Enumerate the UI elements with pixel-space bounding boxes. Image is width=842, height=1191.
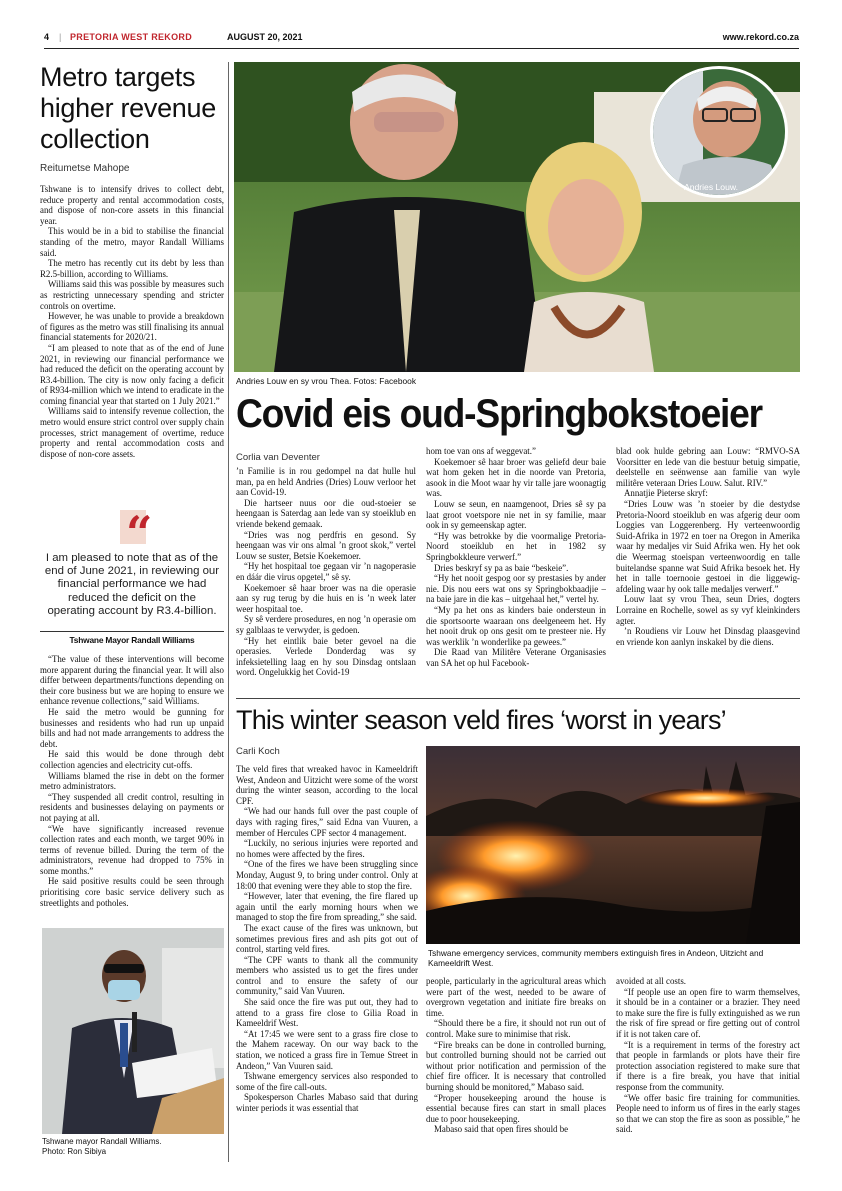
paragraph: “Proper housekeeping around the house is essential because fires can start in small places due to poor housekeeping.: [426, 1092, 606, 1124]
paragraph: Louw se seun, en naamgenoot, Dries sê sy pa laat groot voetspore nie net in sy familie, maar ook in sy gemeenskap agter.: [426, 498, 606, 531]
publication-name: PRETORIA WEST REKORD: [70, 32, 193, 42]
paragraph: “If people use an open fire to warm themselves, it should be in a container or a brazier. They need to make sure the fire is fully extinguished as we run the risk of fire spread or fire getting out of control if it is not taken care of.: [616, 986, 800, 1039]
paragraph: Tshwane is to intensify drives to collect debt, reduce property and rental accommodation costs, and dispose of non-core assets in this financial year.: [40, 184, 224, 226]
paragraph: Williams said this was possible by measures such as restricting unnecessary spending and stricter controls on overtime.: [40, 279, 224, 311]
metro-headline: Metro targets higher revenue collection: [40, 62, 216, 154]
paragraph: Die Raad van Militêre Veterane Organisasies van SA het op hul Facebook-: [426, 647, 606, 668]
mayor-photo: [42, 928, 224, 1134]
paragraph: Williams said to intensify revenue collection, the metro would ensure strict control over supply chain processes, strict management of overtime, reduce property and rental accommodation costs and dispose of non-core assets.: [40, 406, 224, 459]
inset-andries-photo: [650, 66, 788, 198]
covid-col-2: [426, 446, 606, 692]
paragraph: Sy sê verdere prosedures, en nog ’n operasie om sy galblaas te verwyder, is gedoen.: [236, 614, 416, 635]
website-link[interactable]: www.rekord.co.za: [722, 32, 799, 42]
pull-quote-block: [40, 508, 224, 646]
paragraph: Koekemoer sê haar broer was geliefd deur baie wat hom geken het in die noorde van Pretoria, asook in die Moot waar hy vir talle jare woonagtig was.: [426, 456, 606, 499]
paragraph: Louw laat sy vrou Thea, seun Dries, dogters Lorraine en Rochelle, sowel as sy vyf kleinkinders agter.: [616, 594, 800, 626]
pull-quote-text: I am pleased to note that as of the end of June 2021, in reviewing our financial performance we had reduced the deficit on the operating account by R3.4-billion.: [44, 552, 220, 617]
paragraph: “Hy het eintlik baie beter gevoel na die operasies. Verlede Donderdag was sy infeksietelling laag en hy sou Dinsdag ontslaan word. Ongelukkig het Covid-19: [236, 635, 416, 678]
paragraph: “Hy het nooit gespog oor sy prestasies by ander nie. Dis nou eers wat ons sy Springbokbaadjie – na baie jare in die kas – uitgehaal het,” vertel hy.: [426, 573, 606, 605]
fire-headline: This winter season veld fires ‘worst in years’: [236, 705, 726, 735]
paragraph: The veld fires that wreaked havoc in Kameeldrift West, Andeon and Uitzicht were some of the worst during the winter season, according to the local CPF.: [236, 764, 418, 806]
inset-andries-illustration: [653, 69, 788, 198]
issue-date: AUGUST 20, 2021: [227, 32, 303, 42]
inset-caption: Andries Louw.: [684, 182, 738, 192]
covid-col-1: [236, 466, 416, 692]
paragraph: He said this would be done through debt collection agencies and electricity cut-offs.: [40, 749, 224, 770]
metro-body-2: [40, 654, 224, 920]
paragraph: This would be in a bid to stabilise the financial standing of the metro, mayor Randall Williams said.: [40, 226, 224, 258]
paragraph: Tshwane emergency services also responded to some of the fire call-outs.: [236, 1071, 418, 1092]
paragraph: “My pa het ons as kinders baie ondersteun in die sportsoorte waaraan ons deelgeneem het. Hy het nooit druk op ons gesit om te presteer nie. Hy was werklik ’n wonderlike pa gewees.”: [426, 604, 606, 647]
veld-fire-photo: [426, 746, 800, 944]
mayor-photo-credit: Photo: Ron Sibiya: [42, 1147, 107, 1156]
paragraph: hom toe van ons af weggevat.”: [426, 446, 536, 456]
louw-photo-caption: Andries Louw en sy vrou Thea. Fotos: Facebook: [236, 376, 417, 386]
mayor-caption-text: Tshwane mayor Randall Williams.: [42, 1137, 162, 1146]
story-divider: [236, 698, 800, 699]
paragraph: “It is a requirement in terms of the forestry act that people in farmlands or plots have their fire protection association registered to make sure that if there is a fire break, you have that initial response from the community.: [616, 1039, 800, 1092]
metro-story: [40, 62, 224, 174]
page-header: [44, 28, 799, 46]
mayor-illustration: [42, 928, 224, 1134]
paragraph: Spokesperson Charles Mabaso said that during winter periods it was essential that: [236, 1092, 418, 1113]
paragraph: “We have significantly increased revenue collection rates and each month, we target 90% in terms of revenue billed. During the term of the administrators, revenue had dropped to 75% in some months.”: [40, 823, 224, 876]
fire-byline: Carli Koch: [236, 746, 280, 757]
paragraph: “At 17:45 we were sent to a grass fire close to the Mahem raceway. On our way back to the station, we noticed a grass fire in Temue Street in Andeon,” Van Vuuren said.: [236, 1028, 418, 1071]
paragraph: “They suspended all credit control, resulting in residents and businesses delaying on payments or not paying at all.: [40, 791, 224, 823]
mayor-photo-caption: [42, 1137, 226, 1157]
paragraph: Annatjie Pieterse skryf:: [624, 488, 708, 499]
paragraph: He said positive results could be seen through prioritising core basic service delivery such as streetlights and potholes.: [40, 876, 224, 908]
paragraph: “Luckily, no serious injuries were reported and no homes were affected by the fires.: [236, 838, 418, 859]
header-rule: [44, 48, 799, 49]
paragraph: The exact cause of the fires was unknown, but sometimes previous fires and ash pits got out of control, starting veld fires.: [236, 922, 418, 955]
page-number: 4: [44, 32, 50, 42]
paragraph: Dries beskryf sy pa as baie “beskeie”.: [434, 562, 569, 573]
paragraph: Williams blamed the rise in debt on the former metro administrators.: [40, 770, 224, 792]
paragraph: Koekemoer sê haar broer was na die operasie aan sy rug terug by die huis en is ’n week later weer hospitaal toe.: [236, 582, 416, 614]
paragraph: “One of the fires we have been struggling since Monday, August 9, to bring under control. Only at 18:00 that evening were they able to stop the fire.: [236, 859, 418, 891]
paragraph: Mabaso said that open fires should be: [434, 1124, 569, 1135]
paragraph: ’n Roudiens vir Louw het Dinsdag plaasgevind en vriende kon aanlyn inskakel by die diens.: [616, 626, 800, 647]
paragraph: “Fire breaks can be done in controlled burning, but controlled burning should not be carried out without prior notification and permission of the chief fire officer. It is necessary that controlled burning should be monitored,” Mabaso said.: [426, 1039, 606, 1092]
quote-rule: [40, 631, 224, 632]
paragraph: She said once the fire was put out, they had to attend to a grass fire close to Gilia Road in Kameeldrif West.: [236, 997, 418, 1029]
metro-byline: Reitumetse Mahope: [40, 163, 130, 174]
quote-mark: “: [126, 506, 153, 560]
metro-body-1: [40, 184, 224, 502]
fire-col-2: [426, 976, 606, 1156]
covid-col-3: [616, 446, 800, 692]
paragraph: people, particularly in the agricultural areas which were part of the west, needed to be aware of overgrown vegetation and initiate fire breaks on time.: [426, 976, 606, 1018]
paragraph: “We had our hands full over the past couple of days with raging fires,” said Edna van Vuuren, a member of Hercules CPF sector 4 management.: [236, 806, 418, 838]
paragraph: “We offer basic fire training for communities. People need to inform us of fires in the early stages so that we can stop the fire as soon as possible,” he said.: [616, 1092, 800, 1135]
paragraph: He said the metro would be gunning for businesses and residents who had run up unpaid bills and had not made arrangements to address the debt.: [40, 706, 224, 749]
fire-photo-caption: Tshwane emergency services, community members extinguish fires in Andeon, Uitzicht and Kameeldrift West.: [428, 948, 764, 968]
paragraph: “Should there be a fire, it should not run out of control. Make sure to minimise that risk.: [426, 1018, 606, 1039]
veld-fire-illustration: [426, 746, 800, 944]
paragraph: However, he was unable to provide a breakdown of figures as the metro was still finalising its annual financial statements for 2020/21.: [40, 311, 224, 343]
paragraph: “I am pleased to note that as of the end of June 2021, in reviewing our financial performance we had reduced the deficit on the operating account by R3.4-billion. The city is now only facing a deficit of R934-million which we intend to eradicate in the coming financial year that started on 1 July 2021.”: [40, 342, 224, 406]
paragraph: ’n Familie is in rou gedompel na dat hulle hul man, pa en held Andries (Dries) Louw verloor het aan Covid-19.: [236, 466, 416, 498]
header-separator: |: [59, 32, 62, 42]
paragraph: “Dries Louw was ’n stoeier by die destydse Pretoria-Noord stoeiklub en was afgerig deur oom Loggies van Loggerenberg. Hy verteenwoordig Suid-Afrika in 1972 en toer na Oregon in Amerika waar hy medaljes vir Suid Afrika wen. Hy het ook die Weermag stoeispan verteenwoordig en talle buitelandse spanne wat Suid Afrika besoek het. Hy het in talle toernooie gestoei in die liggewig-afdeling waar hy ook talle medaljes verwerf.”: [616, 498, 800, 594]
paragraph: “Dries was nog perdfris en gesond. Sy heengaan was vir ons almal ’n groot skok,” vertel Louw se suster, Betsie Koekemoer.: [236, 529, 416, 561]
fire-col-1: [236, 764, 418, 1156]
covid-headline: Covid eis oud-Springbokstoeier: [236, 392, 762, 436]
paragraph: “The value of these interventions will become more apparent during the financial year. It will also differ between departments/functions depending on their core business but we are hoping to ensure we enhance revenue collections,” said Williams.: [40, 654, 224, 707]
paragraph: avoided at all costs.: [616, 976, 686, 986]
paragraph: “However, later that evening, the fire flared up again until the early morning hours when we managed to stop the fire from spreading,” she said.: [236, 891, 418, 923]
pull-quote-attribution: Tshwane Mayor Randall Williams: [69, 635, 195, 645]
paragraph: blad ook hulde gebring aan Louw: “RMVO-SA Voorsitter en lede van die bestuur betuig simpatie, deelstelle en seënwense aan familie van wyle militêre veteraan Dries Louw. Salut. RIV.”: [616, 446, 800, 488]
fire-col-3: [616, 976, 800, 1156]
paragraph: The metro has recently cut its debt by less than R2.5-billion, according to Williams.: [40, 258, 224, 279]
paragraph: “Hy was betrokke by die voormalige Pretoria-Noord stoeiklub en het in 1982 sy Springbokkleure verwerf.”: [426, 530, 606, 562]
column-divider: [228, 62, 229, 1162]
paragraph: “The CPF wants to thank all the community members who assisted us to get the fires under control and to ensure the safety of our community,” said Van Vuuren.: [236, 954, 418, 997]
paragraph: “Hy het hospitaal toe gegaan vir ’n nagoperasie en dáár die virus opgetel,” sê sy.: [236, 561, 416, 582]
paragraph: Die hartseer nuus oor die oud-stoeier se heengaan is Saterdag aan lede van sy stoeiklub en vriende bekend gemaak.: [236, 497, 416, 529]
covid-byline: Corlia van Deventer: [236, 452, 320, 463]
